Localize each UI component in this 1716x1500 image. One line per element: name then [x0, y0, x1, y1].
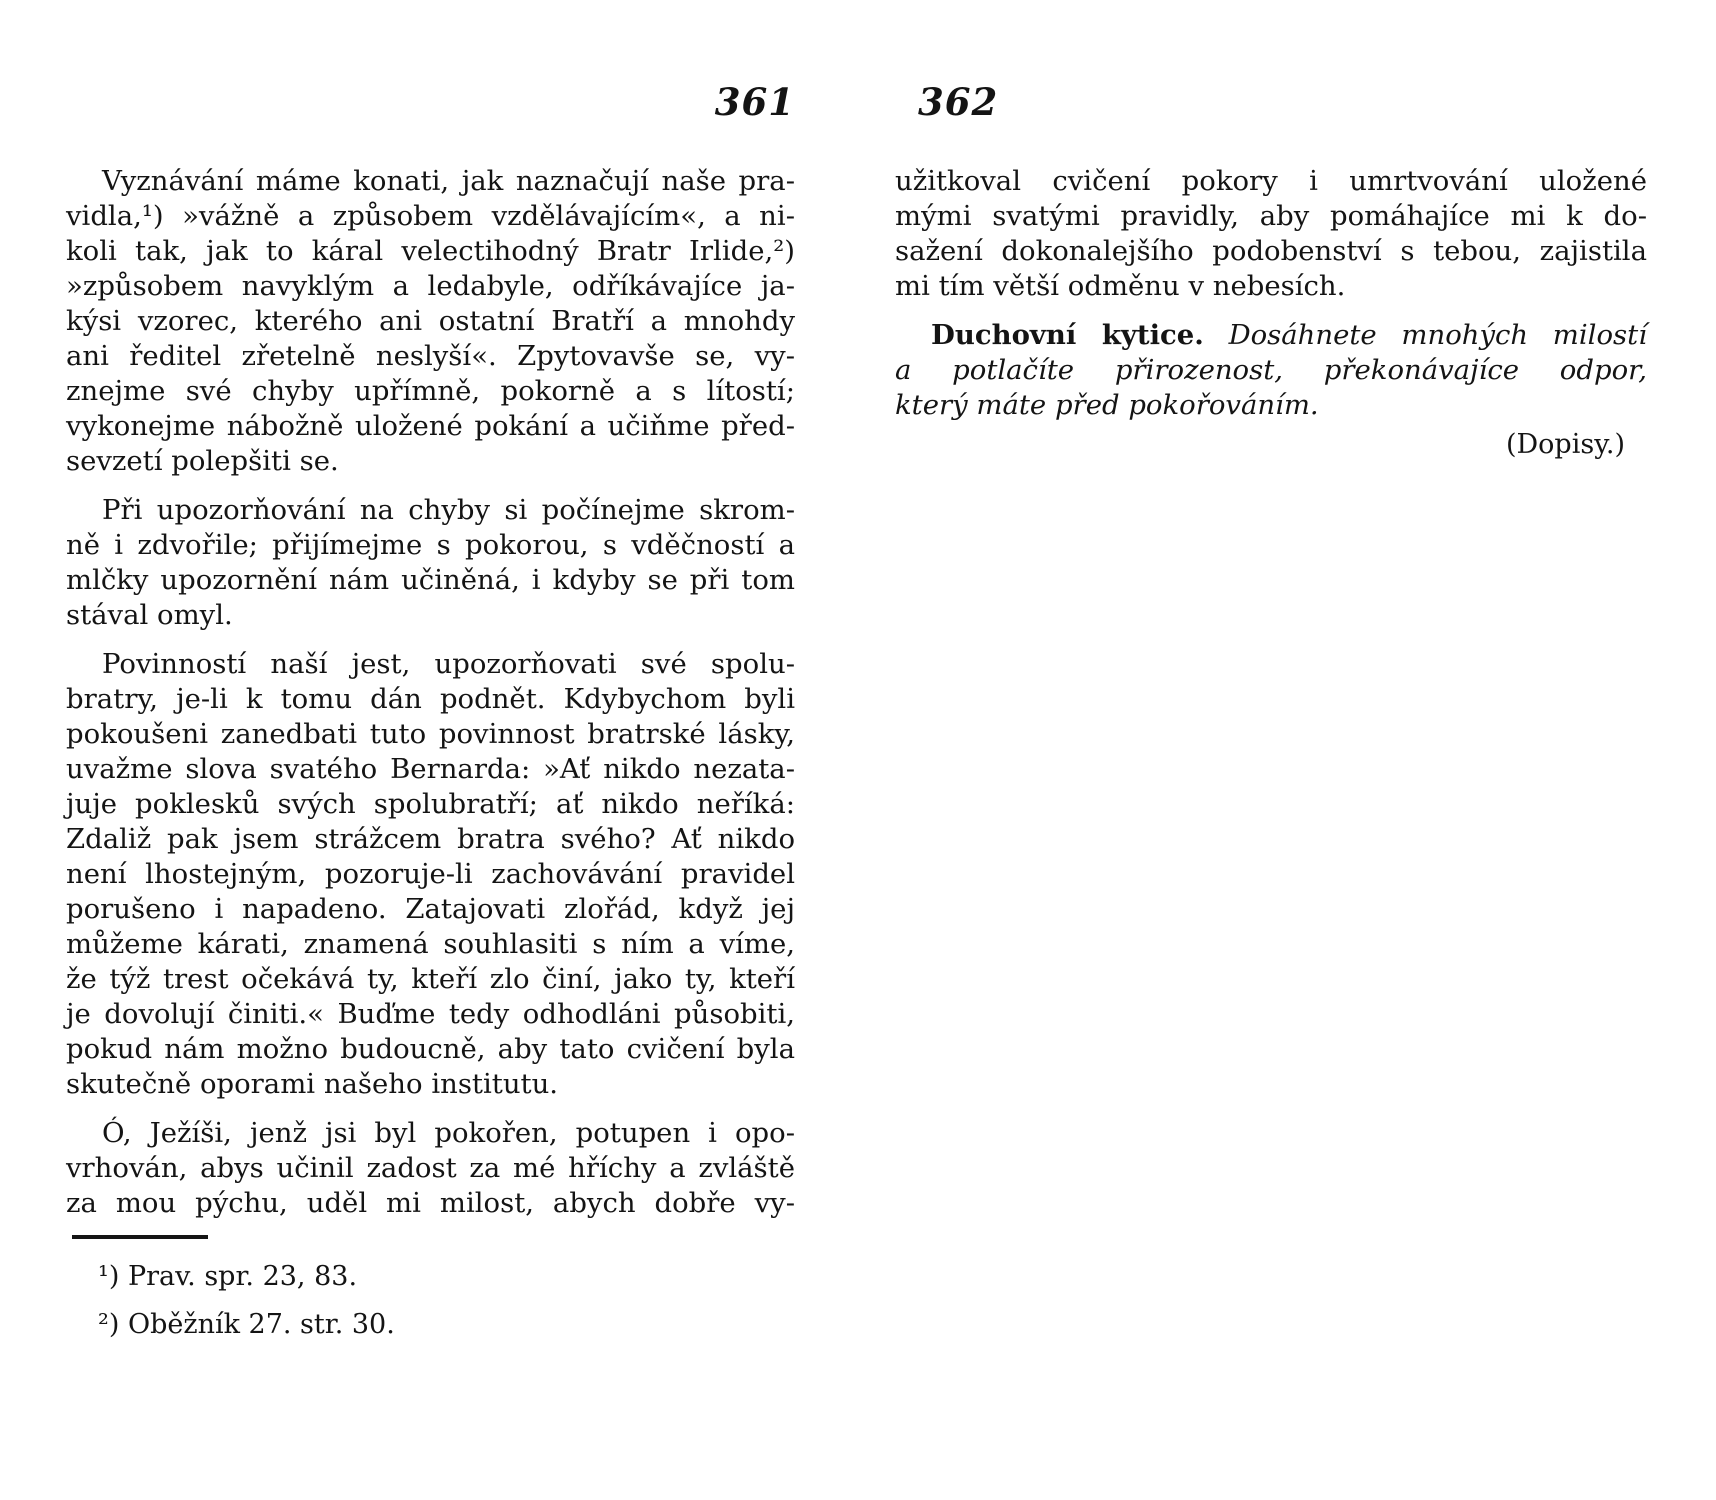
text-line: skutečně oporami našeho institutu.	[66, 1068, 559, 1100]
right-page-column	[895, 164, 1647, 462]
paragraph	[895, 164, 1647, 304]
left-page-column	[66, 164, 795, 1355]
text-line: Při upozorňování na chyby si počínejme skrom-	[102, 494, 795, 526]
text-line: juje poklesků svých spolubratří; ať nikdo neříká:	[66, 788, 795, 820]
text-line: koli tak, jak to káral velectihodný Bratr Irlide,²)	[66, 235, 795, 267]
text-line: že týž trest očekává ty, kteří zlo činí, jako ty, kteří	[66, 963, 795, 995]
text-line: uvažme slova svatého Bernarda: »Ať nikdo nezata-	[66, 753, 795, 785]
text-line: vrhován, abys učinil zadost za mé hříchy a zvláště	[66, 1152, 795, 1184]
text-line: Ó, Ježíši, jenž jsi byl pokořen, potupen i opo-	[102, 1117, 795, 1149]
italic-text: který máte před pokořováním.	[895, 389, 1319, 421]
footnote-2: ²) Oběžník 27. str. 30.	[98, 1309, 395, 1340]
text-line: Vyznávání máme konati, jak naznačují naše pra-	[102, 165, 795, 197]
paragraph	[66, 1116, 795, 1221]
text-line: znejme své chyby upřímně, pokorně a s lítostí;	[66, 375, 795, 407]
text-line: ně i zdvořile; přijímejme s pokorou, s vděčností a	[66, 529, 795, 561]
paragraph	[895, 318, 1647, 423]
text-line: mi tím větší odměnu v nebesích.	[895, 270, 1346, 302]
text-line: pokud nám možno budoucně, aby tato cvičení byla	[66, 1033, 795, 1065]
text-line: za mou pýchu, uděl mi milost, abych dobře vy-	[66, 1187, 795, 1219]
left-column-text	[66, 164, 795, 1221]
footnote-divider	[72, 1235, 208, 1239]
page-number-right: 362	[918, 80, 999, 124]
text-line: můžeme kárati, znamená souhlasiti s ním a víme,	[66, 928, 795, 960]
text-line: vidla,¹) »vážně a způsobem vzdělávajícím«, a ni-	[66, 200, 795, 232]
footnote-1: ¹) Prav. spr. 23, 83.	[98, 1261, 358, 1292]
text-line	[895, 353, 1647, 388]
italic-text: a potlačíte přirozenost, překonávajíce odpor,	[895, 354, 1647, 386]
right-column-text	[895, 164, 1647, 423]
text-line: užitkoval cvičení pokory i umrtvování uložené	[895, 165, 1647, 197]
text-line: je dovolují činiti.« Buďme tedy odhodláni působiti,	[66, 998, 795, 1030]
attribution-source: (Dopisy.)	[1506, 429, 1625, 460]
paragraph	[66, 493, 795, 633]
text-line: sažení dokonalejšího podobenství s tebou, zajistila	[895, 235, 1647, 267]
text-line: ani ředitel zřetelně neslyší«. Zpytovavše se, vy-	[66, 340, 795, 372]
text-line: pokoušeni zanedbati tuto povinnost bratrské lásky,	[66, 718, 795, 750]
footnotes	[66, 1259, 795, 1342]
text-line: sevzetí polepšiti se.	[66, 445, 339, 477]
text-line: kýsi vzorec, kterého ani ostatní Bratří a mnohdy	[66, 305, 795, 337]
text-line: Povinností naší jest, upozorňovati své spolu-	[102, 648, 795, 680]
text-line: Zdaliž pak jsem strážcem bratra svého? Ať nikdo	[66, 823, 795, 855]
text-line: »způsobem navyklým a ledabyle, odříkávajíce ja-	[66, 270, 795, 302]
paragraph	[66, 164, 795, 479]
page-number-left: 361	[714, 80, 795, 124]
text-line: porušeno i napadeno. Zatajovati zlořád, když jej	[66, 893, 795, 925]
bold-text: Duchovní kytice.	[931, 319, 1204, 351]
text-line: stával omyl.	[66, 599, 233, 631]
text-line: mlčky upozornění nám učiněná, i kdyby se při tom	[66, 564, 795, 596]
italic-text: Dosáhnete mnohých milostí	[1203, 319, 1647, 351]
text-line: mými svatými pravidly, aby pomáhajíce mi k do-	[895, 200, 1647, 232]
text-line: vykonejme nábožně uložené pokání a učiňme před-	[66, 410, 795, 442]
text-line	[895, 388, 1647, 423]
text-line	[895, 318, 1647, 353]
paragraph	[66, 647, 795, 1102]
text-line: není lhostejným, pozoruje-li zachovávání pravidel	[66, 858, 795, 890]
text-line: bratry, je-li k tomu dán podnět. Kdybychom byli	[66, 683, 795, 715]
